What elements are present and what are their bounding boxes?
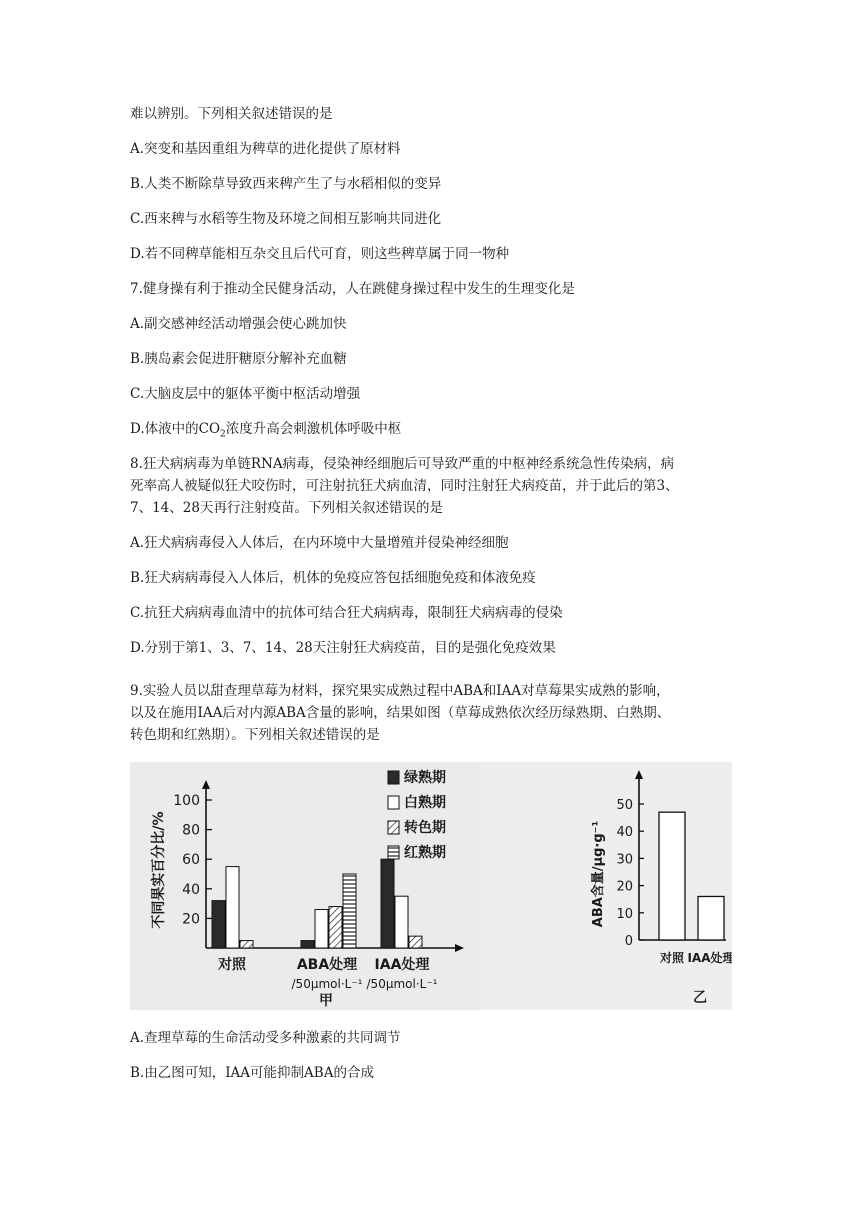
chart-jia-category-label: ABA处理 [296, 957, 358, 973]
question6-option-b: B.人类不断除草导致西来稗产生了与水稻相似的变异 [130, 176, 442, 192]
chart-jia-legend-swatch [388, 821, 399, 834]
chart-jia-legend-swatch [388, 771, 399, 784]
question8-option-a: A.狂犬病病毒侵入人体后，在内环境中大量增殖并侵染神经细胞 [130, 535, 509, 551]
chart-jia-ylabel: 不同果实百分比/% [151, 811, 167, 929]
chart-yi-ytick-label: 40 [616, 825, 633, 841]
question7-option-d: D.体液中的$CO_2$浓度升高会刺激机体呼吸中枢 [130, 421, 402, 440]
question7-option-b: B.胰岛素会促进肝糖原分解补充血糖 [130, 351, 347, 367]
chart-jia-category-unit: /50μmol·L⁻¹ [366, 977, 438, 991]
question6-option-a: A.突变和基因重组为稗草的进化提供了原材料 [130, 141, 401, 157]
chart-jia-ytick-label: 60 [182, 852, 200, 869]
chart-jia-bar [343, 874, 356, 948]
question8-stem-line3: 7、14、28天再行注射疫苗。下列相关叙述错误的是 [130, 500, 443, 516]
chart-jia-ytick-label: 20 [182, 911, 200, 928]
question6-option-d: D.若不同稗草能相互杂交且后代可育，则这些稗草属于同一物种 [130, 246, 510, 262]
chart-jia-category-label: 对照 [218, 957, 246, 973]
chart-jia-bar [301, 941, 314, 948]
chart-jia-bar [240, 941, 253, 948]
question9-option-b: B.由乙图可知，IAA可能抑制ABA的合成 [130, 1065, 374, 1081]
chart-jia-category-unit: /50μmol·L⁻¹ [291, 977, 363, 991]
chart-jia-bar [226, 867, 239, 948]
chart-yi-title: 乙 [693, 990, 707, 1006]
chart-jia-bar [381, 859, 394, 948]
chart-jia-legend-label: 白熟期 [404, 795, 446, 811]
chart-jia-bar [212, 901, 225, 948]
chart-jia-title: 甲 [319, 993, 333, 1009]
chart-yi-ytick-label: 50 [616, 798, 633, 813]
question7-stem: 7.健身操有利于推动全民健身活动，人在跳健身操过程中发生的生理变化是 [130, 281, 575, 297]
figure-background-right [480, 762, 732, 1010]
question8-stem-line1: 8.狂犬病病毒为单链RNA病毒，侵染神经细胞后可导致严重的中枢神经系统急性传染病，病 [130, 456, 675, 472]
question8-stem-line2: 死率高人被疑似狂犬咬伤时，可注射抗狂犬病血清，同时注射狂犬病疫苗，并于此后的第3、 [130, 478, 679, 494]
question6-stem-end: 难以辨别。下列相关叙述错误的是 [130, 106, 333, 122]
chart-jia-bar [329, 907, 342, 948]
chart-jia-bar [315, 910, 328, 948]
question9-stem-line1: 9.实验人员以甜查理草莓为材料，探究果实成熟过程中ABA和IAA对草莓果实成熟的影响， [130, 683, 670, 699]
chart-yi-categories [659, 950, 732, 965]
chart-yi-ytick-label: 10 [616, 906, 633, 922]
question7-option-a: A.副交感神经活动增强会使心跳加快 [130, 316, 347, 332]
question9-option-a: A.查理草莓的生命活动受多种激素的共同调节 [130, 1030, 401, 1046]
chart-yi-bar [698, 896, 724, 940]
chart-yi-category-label: 对照 [659, 951, 685, 965]
chart-jia-category-label: IAA处理 [374, 957, 430, 973]
chart-jia-ytick-label: 40 [182, 881, 200, 898]
chart-jia-legend-label: 转色期 [404, 820, 446, 836]
chart-jia-legend-swatch [388, 846, 399, 859]
chart-jia-ytick-label: 80 [182, 822, 200, 839]
chart-jia-ytick-label: 100 [173, 793, 200, 809]
question6-option-c: C.西来稗与水稻等生物及环境之间相互影响共同进化 [130, 211, 442, 227]
chart-jia-bar [409, 936, 422, 948]
chart-jia-legend-label: 绿熟期 [404, 770, 446, 786]
question9-stem-line3: 转色期和红熟期）。下列相关叙述错误的是 [130, 727, 380, 743]
chart-yi-ytick-label: 20 [616, 879, 633, 895]
chart-yi-ytick-label: 0 [624, 934, 633, 949]
question8-option-d: D.分别于第1、3、7、14、28天注射狂犬病疫苗，目的是强化免疫效果 [130, 640, 556, 656]
chart-yi-ytick-label: 30 [616, 852, 633, 868]
question8-option-b: B.狂犬病病毒侵入人体后，机体的免疫应答包括细胞免疫和体液免疫 [130, 570, 536, 586]
chart-yi-bar [659, 812, 685, 940]
figure-svg [130, 762, 732, 1010]
chart-yi-ylabel: ABA含量/μg·g⁻¹ [591, 820, 606, 928]
question8-option-c: C.抗狂犬病病毒血清中的抗体可结合狂犬病病毒，限制狂犬病病毒的侵染 [130, 605, 563, 621]
chart-yi-category-label: IAA处理 [687, 951, 732, 965]
chart-jia-legend-swatch [388, 796, 399, 809]
question7-option-c: C.大脑皮层中的躯体平衡中枢活动增强 [130, 386, 361, 402]
question9-stem-line2: 以及在施用IAA后对内源ABA含量的影响，结果如图（草莓成熟依次经历绿熟期、白熟期、 [130, 705, 671, 721]
figure [130, 762, 732, 1010]
chart-jia-bar [395, 896, 408, 948]
chart-jia-legend-label: 红熟期 [404, 845, 446, 861]
